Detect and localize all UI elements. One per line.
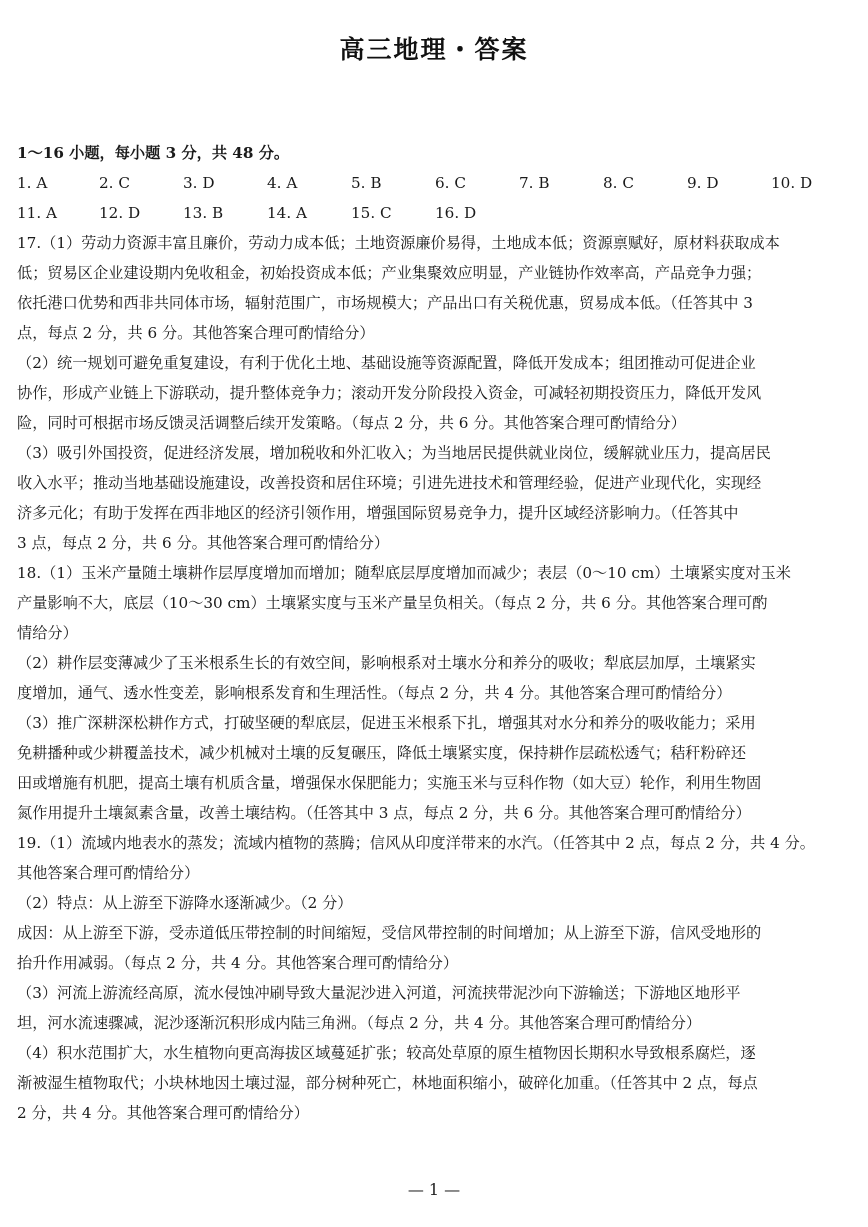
answer-cell: 6. C xyxy=(435,174,466,192)
text-line: 18.（1）玉米产量随土壤耕作层厚度增加而增加；随犁底层厚度增加而减少；表层（0～10 cm）土壤紧实度对玉米 xyxy=(17,564,791,582)
answer-cell: 9. D xyxy=(687,174,719,192)
text-line: 田或增施有机肥，提高土壤有机质含量，增强保水保肥能力；实施玉米与豆科作物（如大豆）轮作，利用生物固 xyxy=(17,774,762,792)
answer-cell: 11. A xyxy=(17,204,57,222)
page-number: — 1 — xyxy=(407,1180,461,1199)
text-line: （3）河流上游流经高原，流水侵蚀冲刷导致大量泥沙进入河道，河流挟带泥沙向下游输送；下游地区地形平 xyxy=(17,984,741,1002)
text-line: 收入水平；推动当地基础设施建设，改善投资和居住环境；引进先进技术和管理经验，促进产业现代化，实现经 xyxy=(17,474,762,492)
text-line: 抬升作用减弱。（每点 2 分，共 4 分。其他答案合理可酌情给分） xyxy=(17,954,459,972)
text-line: 渐被湿生植物取代；小块林地因土壤过湿，部分树种死亡，林地面积缩小，破碎化加重。（任答其中 2 点，每点 xyxy=(17,1074,758,1092)
answer-cell: 5. B xyxy=(351,174,382,192)
answer-cell: 12. D xyxy=(99,204,141,222)
answer-row-1 xyxy=(17,168,865,198)
text-line: 度增加，通气、透水性变差，影响根系发育和生理活性。（每点 2 分，共 4 分。其他答案合理可酌情给分） xyxy=(17,684,732,702)
answer-cell: 3. D xyxy=(183,174,215,192)
answer-cell: 16. D xyxy=(435,204,477,222)
text-line: 济多元化；有助于发挥在西非地区的经济引领作用，增强国际贸易竞争力，提升区域经济影响力。（任答其中 xyxy=(17,504,739,522)
text-line: 3 点，每点 2 分，共 6 分。其他答案合理可酌情给分） xyxy=(17,534,390,552)
text-line: （3）吸引外国投资，促进经济发展，增加税收和外汇收入；为当地居民提供就业岗位，缓解就业压力，提高居民 xyxy=(17,444,771,462)
answer-row-2 xyxy=(17,198,865,228)
answer-cell: 8. C xyxy=(603,174,634,192)
text-line: 险，同时可根据市场反馈灵活调整后续开发策略。（每点 2 分，共 6 分。其他答案合理可酌情给分） xyxy=(17,414,686,432)
text-line: （3）推广深耕深松耕作方式，打破坚硬的犁底层，促进玉米根系下扎，增强其对水分和养分的吸收能力；采用 xyxy=(17,714,756,732)
text-line: 其他答案合理可酌情给分） xyxy=(17,864,200,882)
answer-content xyxy=(17,138,865,1128)
text-line: 情给分） xyxy=(17,624,78,642)
page-title: 高三地理・答案 xyxy=(339,35,529,64)
text-line: （2）特点：从上游至下游降水逐渐减少。（2 分） xyxy=(17,894,353,912)
text-line: 点，每点 2 分，共 6 分。其他答案合理可酌情给分） xyxy=(17,324,375,342)
text-line: 低；贸易区企业建设期内免收租金，初始投资成本低；产业集聚效应明显，产业链协作效率高，产品竞争力强； xyxy=(17,264,762,282)
text-line: （2）统一规划可避免重复建设，有利于优化土地、基础设施等资源配置，降低开发成本；组团推动可促进企业 xyxy=(17,354,756,372)
answer-cell: 1. A xyxy=(17,174,48,192)
text-line: （4）积水范围扩大，水生植物向更高海拔区域蔓延扩张；较高处草原的原生植物因长期积水导致根系腐烂，逐 xyxy=(17,1044,756,1062)
answer-cell: 15. C xyxy=(351,204,392,222)
section-header: 1～16 小题，每小题 3 分，共 48 分。 xyxy=(17,144,290,162)
text-line: 产量影响不大，底层（10～30 cm）土壤紧实度与玉米产量呈负相关。（每点 2 分，共 6 分。其他答案合理可酌 xyxy=(17,594,768,612)
text-line: 依托港口优势和西非共同体市场，辐射范围广，市场规模大；产品出口有关税优惠，贸易成本低。（任答其中 3 xyxy=(17,294,753,312)
text-line: 坦，河水流速骤减，泥沙逐渐沉积形成内陆三角洲。（每点 2 分，共 4 分。其他答案合理可酌情给分） xyxy=(17,1014,702,1032)
answer-cell: 13. B xyxy=(183,204,224,222)
answer-cell: 7. B xyxy=(519,174,550,192)
text-line: 2 分，共 4 分。其他答案合理可酌情给分） xyxy=(17,1104,309,1122)
text-line: 17.（1）劳动力资源丰富且廉价，劳动力成本低；土地资源廉价易得，土地成本低；资源禀赋好，原材料获取成本 xyxy=(17,234,780,252)
text-line: 氮作用提升土壤氮素含量，改善土壤结构。（任答其中 3 点，每点 2 分，共 6 分。其他答案合理可酌情给分） xyxy=(17,804,751,822)
text-line: 协作，形成产业链上下游联动，提升整体竞争力；滚动开发分阶段投入资金，可减轻初期投资压力，降低开发风 xyxy=(17,384,762,402)
text-line: 免耕播种或少耕覆盖技术，减少机械对土壤的反复碾压，降低土壤紧实度，保持耕作层疏松透气；秸秆粉碎还 xyxy=(17,744,746,762)
answer-cell: 10. D xyxy=(771,174,813,192)
text-line: 成因：从上游至下游，受赤道低压带控制的时间缩短，受信风带控制的时间增加；从上游至下游，信风受地形的 xyxy=(17,924,762,942)
text-line: 19.（1）流域内地表水的蒸发；流域内植物的蒸腾；信风从印度洋带来的水汽。（任答其中 2 点，每点 2 分，共 4 分。 xyxy=(17,834,815,852)
answer-cell: 14. A xyxy=(267,204,307,222)
answer-cell: 2. C xyxy=(99,174,130,192)
text-line: （2）耕作层变薄减少了玉米根系生长的有效空间，影响根系对土壤水分和养分的吸收；犁底层加厚，土壤紧实 xyxy=(17,654,756,672)
answer-cell: 4. A xyxy=(267,174,298,192)
